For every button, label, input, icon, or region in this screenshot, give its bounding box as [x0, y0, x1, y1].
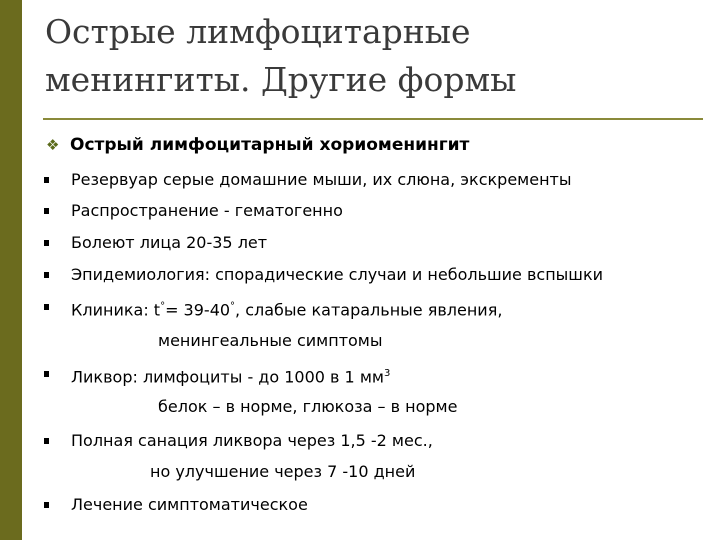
square-bullet-icon	[44, 177, 49, 183]
list-item-text: Болеют лица 20-35 лет	[71, 233, 268, 252]
accent-bar	[0, 0, 22, 540]
square-bullet-icon	[44, 304, 49, 310]
square-bullet-icon	[44, 240, 49, 246]
diamond-icon: ❖	[46, 136, 60, 154]
subheading	[46, 133, 469, 157]
title-line-1: Острые лимфоцитарные	[45, 12, 471, 51]
square-bullet-icon	[44, 272, 49, 278]
square-bullet-icon	[44, 438, 49, 444]
csf-text: Ликвор: лимфоциты - до 1000 в 1 мм	[71, 367, 384, 387]
list-item-text	[71, 296, 502, 321]
list-item-text: Полная санация ликвора через 1,5 -2 мес.,	[71, 431, 433, 450]
clinic-text-a: Клиника: t	[71, 300, 161, 320]
square-bullet-icon	[44, 208, 49, 214]
clinic-text-b: = 39-40	[165, 300, 231, 320]
degree-sign: °	[230, 301, 236, 312]
list-item-text: Лечение симптоматическое	[71, 495, 308, 514]
list-item-continuation: но улучшение через 7 -10 дней	[150, 462, 416, 481]
title-divider	[43, 118, 703, 120]
list-item-continuation: белок – в норме, глюкоза – в норме	[158, 397, 458, 416]
page-title	[45, 8, 705, 104]
list-item-text: Распространение - гематогенно	[71, 201, 343, 220]
list-item-text: Резервуар серые домашние мыши, их слюна, экскременты	[71, 170, 572, 189]
subheading-text: Острый лимфоцитарный хориоменингит	[70, 135, 470, 155]
title-line-2: менингиты. Другие формы	[45, 60, 517, 99]
list-item-text	[71, 363, 390, 388]
list-item-continuation: менингеальные симптомы	[158, 331, 383, 350]
superscript: 3	[383, 368, 391, 379]
square-bullet-icon	[44, 371, 49, 377]
square-bullet-icon	[44, 502, 49, 508]
clinic-text-c: , слабые катаральные явления,	[235, 300, 503, 320]
list-item-text: Эпидемиология: спорадические случаи и небольшие вспышки	[71, 265, 603, 284]
degree-sign: °	[160, 301, 166, 312]
